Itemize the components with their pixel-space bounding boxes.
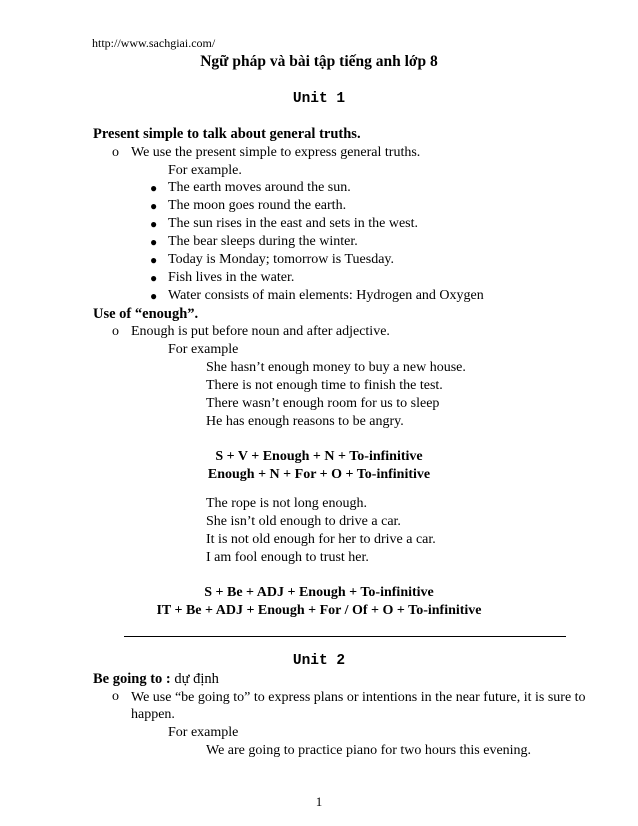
section-heading-enough: Use of “enough”.	[93, 306, 199, 322]
example-label: For example.	[168, 163, 242, 178]
bullet-icon: ●	[150, 253, 158, 267]
bullet-icon: ●	[150, 181, 158, 195]
bullet-icon: ●	[150, 217, 158, 231]
example-sentence: There wasn’t enough room for us to sleep	[206, 396, 440, 411]
example-sentence: We are going to practice piano for two hours this evening.	[206, 743, 532, 758]
example-sentence: There is not enough time to finish the test.	[206, 378, 443, 393]
bullet-icon: ●	[150, 271, 158, 285]
page-number: 1	[315, 794, 323, 809]
list-item: Fish lives in the water.	[168, 270, 295, 285]
list-item: Water consists of main elements: Hydrogen and Oxygen	[168, 288, 484, 303]
example-sentence: The rope is not long enough.	[206, 496, 367, 511]
source-url: http://www.sachgiai.com/	[92, 36, 216, 50]
document-title: Ngữ pháp và bài tập tiếng anh lớp 8	[200, 53, 438, 70]
list-item: The sun rises in the east and sets in the west.	[168, 216, 419, 231]
bullet-icon: ●	[150, 235, 158, 249]
section-point: Enough is put before noun and after adjective.	[131, 324, 390, 339]
grammar-formula: S + V + Enough + N + To-infinitive	[215, 449, 423, 464]
circle-bullet-icon: o	[112, 324, 119, 339]
example-sentence: I am fool enough to trust her.	[206, 550, 369, 565]
example-sentence: She isn’t old enough to drive a car.	[206, 514, 401, 529]
example-sentence: She hasn’t enough money to buy a new house.	[206, 360, 466, 375]
list-item: The earth moves around the sun.	[168, 180, 351, 195]
example-label: For example	[168, 725, 239, 740]
circle-bullet-icon: o	[112, 145, 119, 160]
grammar-formula: IT + Be + ADJ + Enough + For / Of + O + To-infinitive	[156, 603, 482, 618]
grammar-formula: S + Be + ADJ + Enough + To-infinitive	[204, 585, 434, 600]
list-item: Today is Monday; tomorrow is Tuesday.	[168, 252, 395, 267]
grammar-formula: Enough + N + For + O + To-infinitive	[207, 467, 431, 482]
example-sentence: He has enough reasons to be angry.	[206, 414, 404, 429]
section-heading-suffix: dự định	[170, 671, 219, 687]
section-point: We use “be going to” to express plans or intentions in the near future, it is sure to happen.	[131, 690, 586, 722]
list-item: The bear sleeps during the winter.	[168, 234, 358, 249]
section-divider	[124, 636, 566, 637]
bullet-icon: ●	[150, 289, 158, 303]
unit-1-label: Unit 1	[292, 91, 346, 107]
section-point: We use the present simple to express general truths.	[131, 145, 421, 160]
section-heading-text: Be going to :	[93, 671, 171, 687]
section-heading-be-going-to	[93, 672, 219, 687]
example-sentence: It is not old enough for her to drive a car.	[206, 532, 436, 547]
circle-bullet-icon: o	[112, 689, 119, 704]
list-item: The moon goes round the earth.	[168, 198, 347, 213]
unit-2-label: Unit 2	[292, 653, 346, 669]
example-label: For example	[168, 342, 239, 357]
section-heading-present-simple: Present simple to talk about general truths.	[93, 126, 361, 142]
bullet-icon: ●	[150, 199, 158, 213]
